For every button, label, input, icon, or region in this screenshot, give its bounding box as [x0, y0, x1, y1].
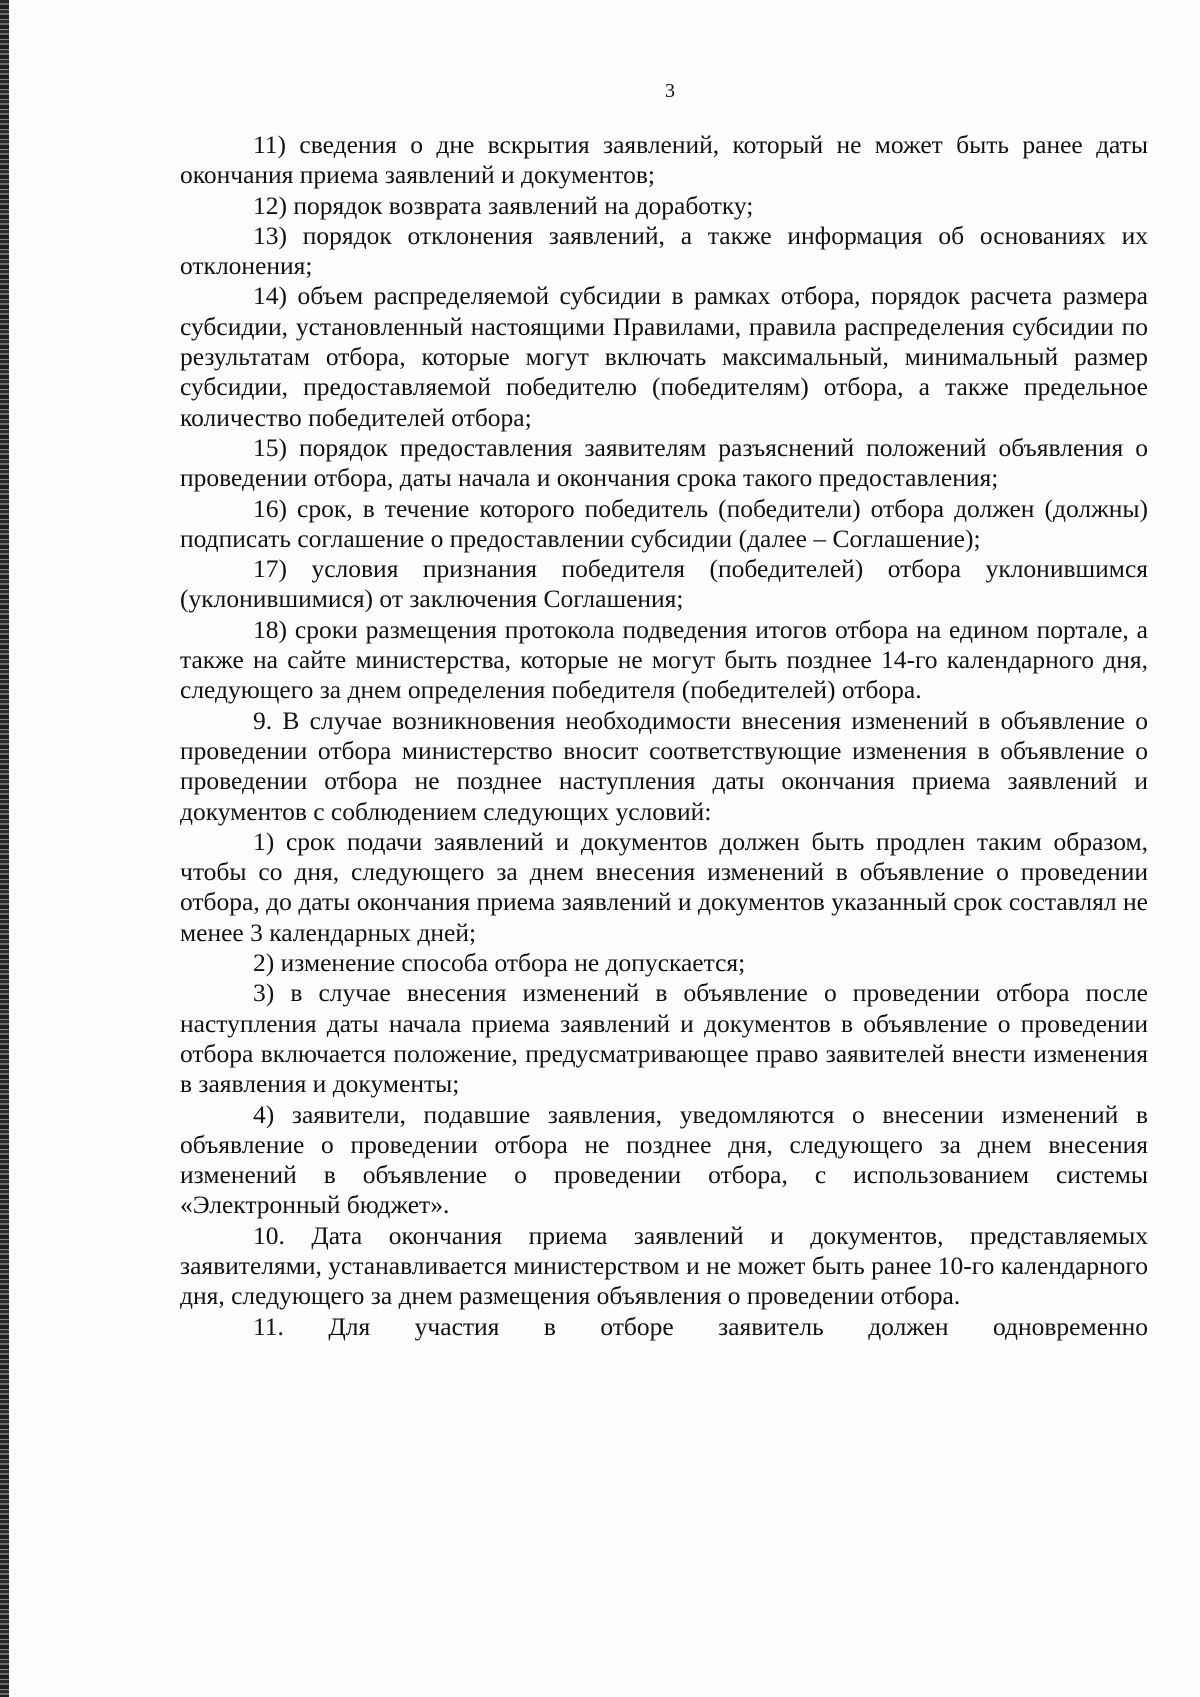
paragraph-clause-10: 10. Дата окончания приема заявлений и документов, представляемых заявителями, устанавливается министерством и не может быть ранее 10-го календарного дня, следующего за днем размещения объявления о проведении отбора. [180, 1220, 1148, 1311]
paragraph-condition-1: 1) срок подачи заявлений и документов должен быть продлен таким образом, чтобы со дня, следующего за днем внесения изменений в объявление о проведении отбора, до даты окончания приема заявлений и документов указанный срок составлял не менее 3 календарных дней; [180, 826, 1148, 947]
paragraph-clause-11: 11. Для участия в отборе заявитель должен одновременно [253, 1311, 1148, 1341]
paragraph-item-18: 18) сроки размещения протокола подведения итогов отбора на едином портале, а также на сайте министерства, которые не могут быть позднее 14-го календарного дня, следующего за днем определения победителя (победителей) отбора. [180, 614, 1148, 705]
paragraph-item-16: 16) срок, в течение которого победитель (победители) отбора должен (должны) подписать соглашение о предоставлении субсидии (далее – Соглашение); [180, 493, 1148, 553]
paragraph-item-13: 13) порядок отклонения заявлений, а также информация об основаниях их отклонения; [180, 220, 1148, 281]
paragraph-condition-3: 3) в случае внесения изменений в объявление о проведении отбора после наступления даты начала приема заявлений и документов в объявление о проведении отбора включается положение, предусматривающее право заявителей внести изменения в заявления и документы; [180, 978, 1148, 1099]
paragraph-clause-9: 9. В случае возникновения необходимости внесения изменений в объявление о проведении отбора министерство вносит соответствующие изменения в объявление о проведении отбора не позднее наступления даты окончания приема заявлений и документов с соблюдением следующих условий: [180, 705, 1148, 826]
paragraph-condition-4: 4) заявители, подавшие заявления, уведомляются о внесении изменений в объявление о проведении отбора не позднее дня, следующего за днем внесения изменений в объявление о проведении отбора, с использованием системы «Электронный бюджет». [180, 1099, 1148, 1220]
page-number: 3 [665, 80, 675, 102]
paragraph-item-12: 12) порядок возврата заявлений на доработку; [253, 190, 754, 220]
paragraph-condition-2: 2) изменение способа отбора не допускается; [253, 948, 746, 978]
scan-binding-edge [0, 0, 9, 1697]
paragraph-item-15: 15) порядок предоставления заявителям разъяснений положений объявления о проведении отбора, даты начала и окончания срока такого предоставления; [180, 432, 1148, 493]
paragraph-item-17: 17) условия признания победителя (победителей) отбора уклонившимся (уклонившимися) от заключения Соглашения; [180, 554, 1148, 614]
paragraph-item-14: 14) объем распределяемой субсидии в рамках отбора, порядок расчета размера субсидии, установленный настоящими Правилами, правила распределения субсидии по результатам отбора, которые могут включать максимальный, минимальный размер субсидии, предоставляемой победителю (победителям) отбора, а также предельное количество победителей отбора; [180, 281, 1148, 432]
paragraph-item-11: 11) сведения о дне вскрытия заявлений, который не может быть ранее даты окончания приема заявлений и документов; [180, 130, 1148, 190]
document-body [180, 130, 1148, 1342]
